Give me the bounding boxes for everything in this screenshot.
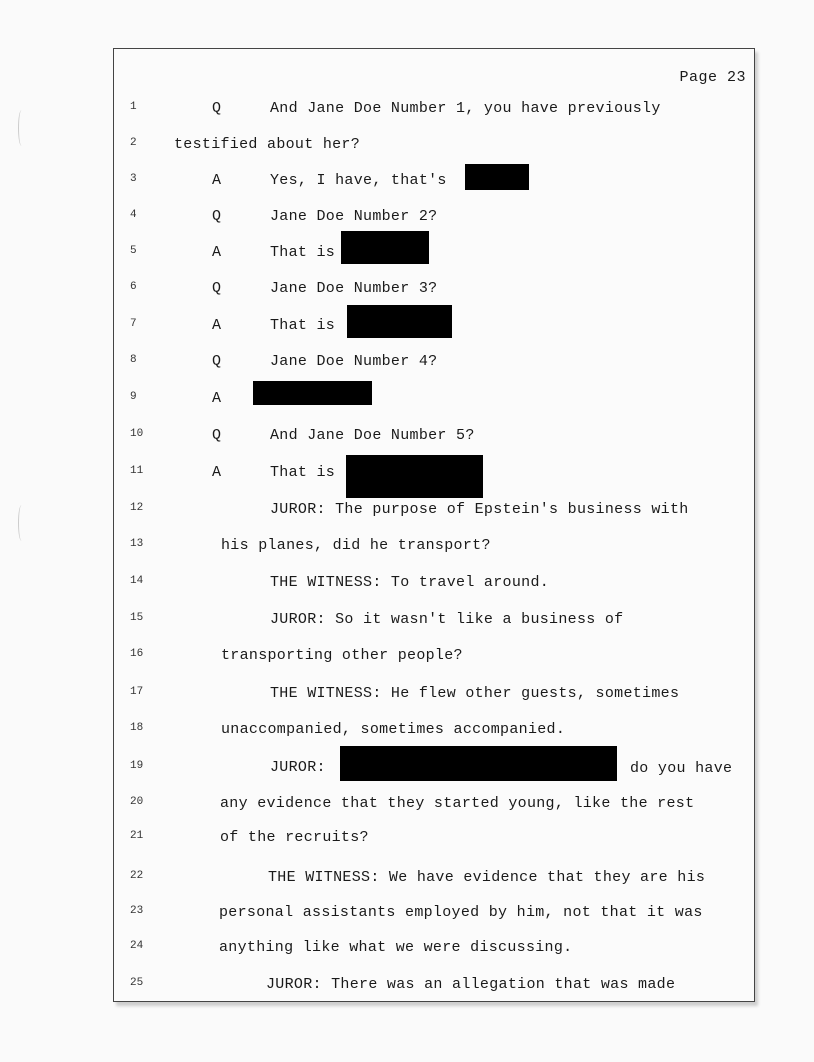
line-number: 5	[130, 245, 137, 257]
transcript-line	[114, 720, 754, 748]
transcript-line	[114, 316, 754, 344]
transcript-line	[114, 573, 754, 601]
line-text: JUROR: The purpose of Epstein's business with	[270, 501, 689, 518]
qa-marker: A	[212, 464, 222, 481]
line-number: 10	[130, 428, 144, 440]
transcript-line	[114, 352, 754, 380]
line-text: testified about her?	[174, 136, 361, 153]
transcript-line	[114, 389, 754, 417]
page-number: Page 23	[679, 69, 746, 86]
transcript-line	[114, 868, 754, 896]
line-text: JUROR: So it wasn't like a business of	[270, 611, 624, 628]
line-number: 8	[130, 354, 137, 366]
line-text: Yes, I have, that's	[270, 172, 447, 189]
redaction-box	[465, 164, 529, 190]
line-number: 1	[130, 101, 137, 113]
transcript-line	[114, 610, 754, 638]
transcript-line	[114, 828, 754, 856]
margin-mark	[18, 110, 25, 146]
redaction-box	[253, 381, 372, 405]
line-number: 9	[130, 391, 137, 403]
line-text: anything like what we were discussing.	[219, 939, 573, 956]
line-text-after-redaction: do you have	[630, 760, 733, 777]
line-number: 23	[130, 905, 144, 917]
line-text: THE WITNESS: He flew other guests, sometimes	[270, 685, 680, 702]
line-number: 11	[130, 465, 144, 477]
line-text: Jane Doe Number 2?	[270, 208, 438, 225]
line-number: 3	[130, 173, 137, 185]
line-text: And Jane Doe Number 1, you have previously	[270, 100, 661, 117]
line-text: JUROR: There was an allegation that was made	[266, 976, 676, 993]
line-text: any evidence that they started young, like the rest	[220, 795, 695, 812]
line-number: 22	[130, 870, 144, 882]
qa-marker: A	[212, 244, 222, 261]
line-text: Jane Doe Number 3?	[270, 280, 438, 297]
line-number: 16	[130, 648, 144, 660]
line-number: 7	[130, 318, 137, 330]
transcript-line	[114, 243, 754, 271]
qa-marker: A	[212, 317, 222, 334]
line-text: transporting other people?	[221, 647, 463, 664]
qa-marker: A	[212, 390, 222, 407]
line-text: That is	[270, 244, 336, 261]
line-number: 21	[130, 830, 144, 842]
qa-marker: A	[212, 172, 222, 189]
margin-mark	[18, 505, 25, 541]
line-text: And Jane Doe Number 5?	[270, 427, 475, 444]
line-text: personal assistants employed by him, not that it was	[219, 904, 703, 921]
transcript-line	[114, 758, 754, 786]
transcript-line	[114, 684, 754, 712]
transcript-line	[114, 279, 754, 307]
transcript-page	[113, 48, 755, 1002]
transcript-line	[114, 646, 754, 674]
line-number: 19	[130, 760, 144, 772]
qa-marker: Q	[212, 427, 222, 444]
line-text: That is	[270, 317, 336, 334]
line-number: 20	[130, 796, 144, 808]
line-number: 2	[130, 137, 137, 149]
line-number: 14	[130, 575, 144, 587]
line-text: his planes, did he transport?	[221, 537, 491, 554]
transcript-line	[114, 99, 754, 127]
redaction-box	[346, 455, 483, 498]
redaction-box	[341, 231, 429, 264]
line-number: 15	[130, 612, 144, 624]
qa-marker: Q	[212, 208, 222, 225]
qa-marker: Q	[212, 280, 222, 297]
line-text: of the recruits?	[220, 829, 369, 846]
line-text: That is	[270, 464, 336, 481]
transcript-line	[114, 975, 754, 1003]
transcript-line	[114, 135, 754, 163]
line-text: unaccompanied, sometimes accompanied.	[221, 721, 566, 738]
line-number: 25	[130, 977, 144, 989]
qa-marker: Q	[212, 100, 222, 117]
line-text: JUROR:	[270, 759, 326, 776]
transcript-line	[114, 207, 754, 235]
line-number: 17	[130, 686, 144, 698]
transcript-line	[114, 903, 754, 931]
transcript-line	[114, 463, 754, 491]
redaction-box	[340, 746, 617, 781]
transcript-line	[114, 794, 754, 822]
line-number: 12	[130, 502, 144, 514]
line-text: THE WITNESS: To travel around.	[270, 574, 550, 591]
transcript-line	[114, 171, 754, 199]
line-text: Jane Doe Number 4?	[270, 353, 438, 370]
transcript-line	[114, 938, 754, 966]
line-number: 24	[130, 940, 144, 952]
line-number: 13	[130, 538, 144, 550]
qa-marker: Q	[212, 353, 222, 370]
line-number: 18	[130, 722, 144, 734]
transcript-line	[114, 426, 754, 454]
transcript-line	[114, 500, 754, 528]
line-number: 6	[130, 281, 137, 293]
transcript-line	[114, 536, 754, 564]
line-number: 4	[130, 209, 137, 221]
redaction-box	[347, 305, 452, 338]
line-text: THE WITNESS: We have evidence that they are his	[268, 869, 706, 886]
